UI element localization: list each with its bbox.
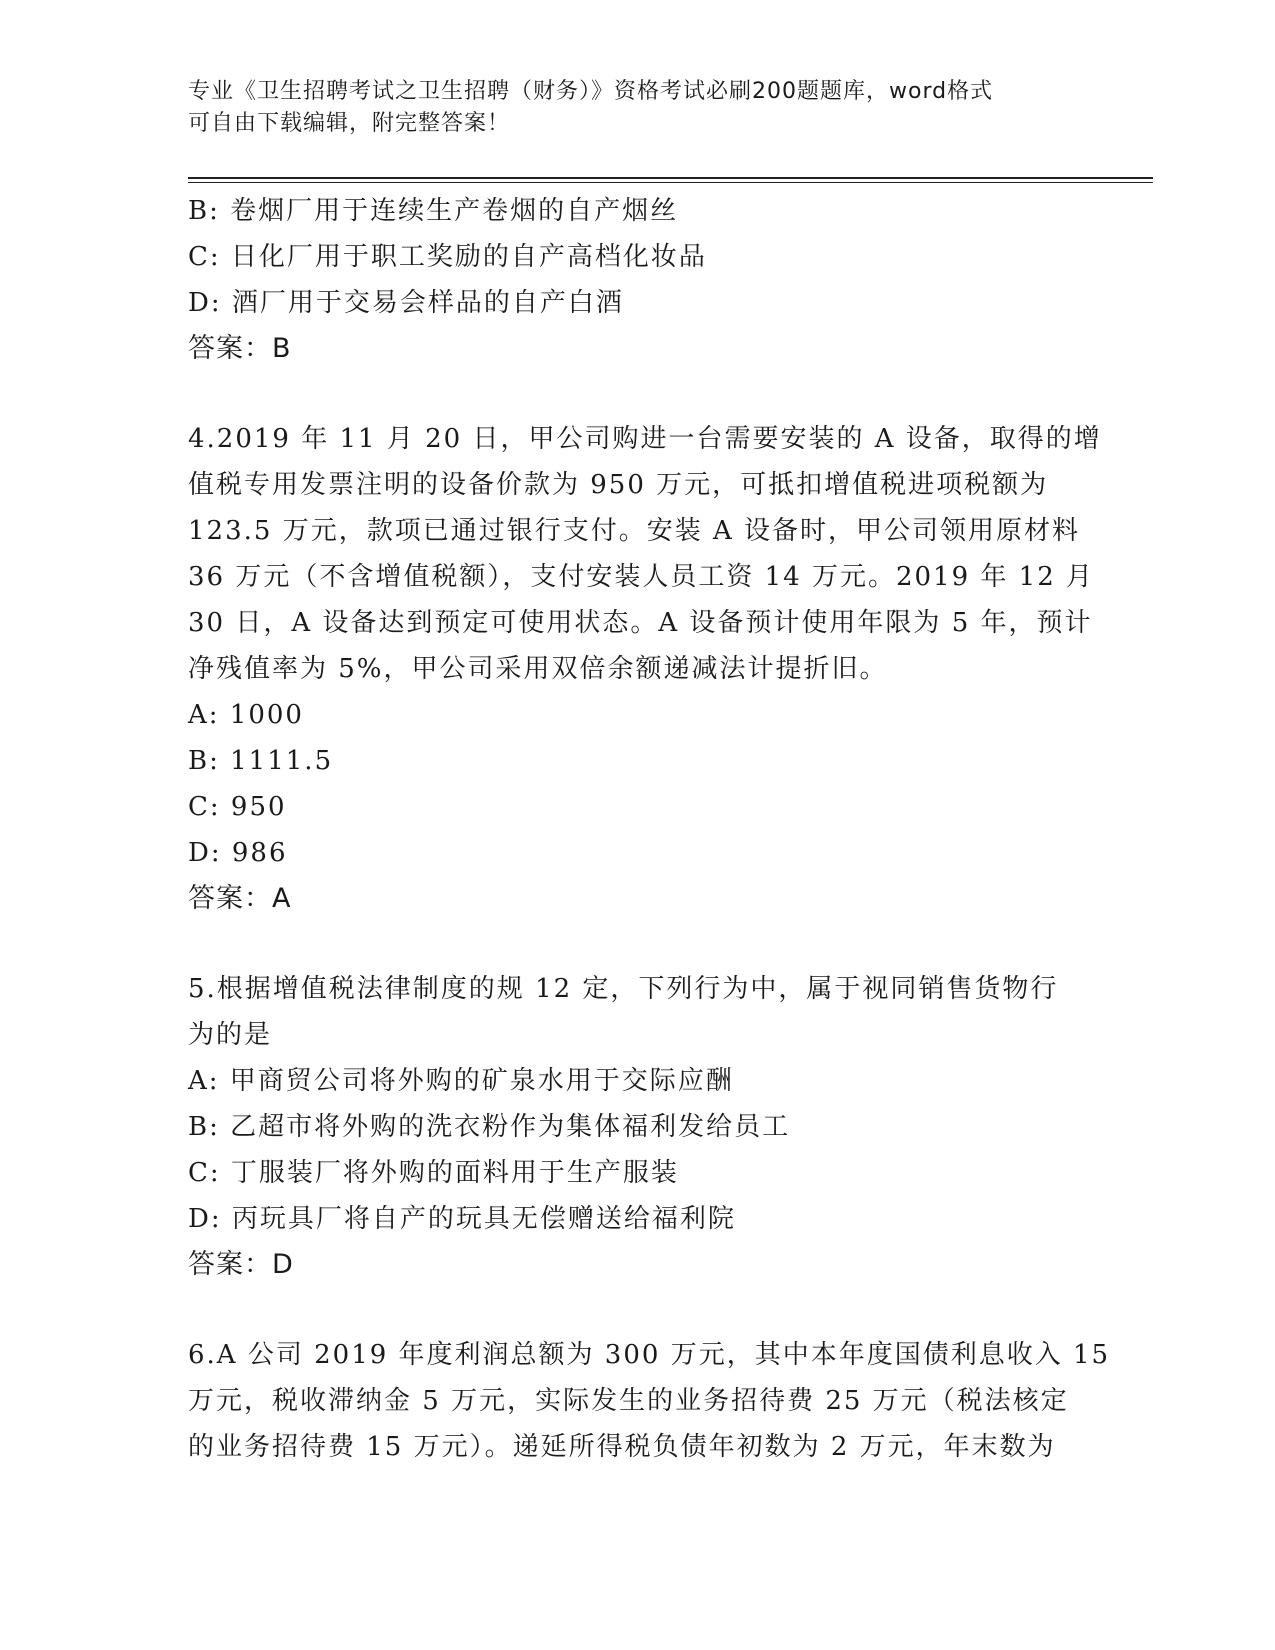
header-title-line-2: 可自由下载编辑，附完整答案！ <box>188 111 511 136</box>
q4-option-a: A: 1000 <box>188 700 304 730</box>
q4-stem-line: 净残值率为 5%，甲公司采用双倍余额递减法计提折旧。 <box>188 654 888 684</box>
q5-option-a: A: 甲商贸公司将外购的矿泉水用于交际应酬 <box>188 1066 734 1096</box>
q4-stem-line: 36 万元（不含增值税额），支付安装人员工资 14 万元。2019 年 12 月 <box>188 562 1095 592</box>
q4-option-d: D: 986 <box>188 838 288 868</box>
page-header <box>188 76 1088 140</box>
q5-option-d: D: 丙玩具厂将自产的玩具无偿赠送给福利院 <box>188 1204 736 1234</box>
q3-option-b: B: 卷烟厂用于连续生产卷烟的自产烟丝 <box>188 196 679 226</box>
q4-stem-line: 4.2019 年 11 月 20 日，甲公司购进一台需要安装的 A 设备，取得的增 <box>188 424 1102 454</box>
q4-option-b: B: 1111.5 <box>188 746 334 776</box>
q6-stem-line: 6.A 公司 2019 年度利润总额为 300 万元，其中本年度国债利息收入 15 <box>188 1340 1111 1370</box>
header-rule-thin <box>188 182 1153 183</box>
question-6 <box>188 1332 1111 1470</box>
q5-option-c: C: 丁服装厂将外购的面料用于生产服装 <box>188 1158 679 1188</box>
q3-option-c: C: 日化厂用于职工奖励的自产高档化妆品 <box>188 242 707 272</box>
q4-option-c: C: 950 <box>188 792 287 822</box>
spacer <box>188 1288 1088 1332</box>
question-5 <box>188 966 1088 1288</box>
q3-option-d: D: 酒厂用于交易会样品的自产白酒 <box>188 288 624 318</box>
q4-stem-line: 30 日，A 设备达到预定可使用状态。A 设备预计使用年限为 5 年，预计 <box>188 608 1093 638</box>
header-rule-thick <box>188 177 1153 179</box>
q4-answer: 答案：A <box>188 883 292 914</box>
spacer <box>188 922 1088 966</box>
spacer <box>188 372 1088 416</box>
question-3-tail <box>188 188 1088 372</box>
q5-stem-line: 5.根据增值税法律制度的规 12 定，下列行为中，属于视同销售货物行 <box>188 974 1059 1004</box>
q6-stem-line: 的业务招待费 15 万元）。递延所得税负债年初数为 2 万元，年末数为 <box>188 1432 1056 1462</box>
q5-option-b: B: 乙超市将外购的洗衣粉作为集体福利发给员工 <box>188 1112 791 1142</box>
q3-answer: 答案：B <box>188 333 292 364</box>
q5-answer: 答案：D <box>188 1249 294 1280</box>
q5-stem-line: 为的是 <box>188 1020 273 1050</box>
q4-stem-line: 值税专用发票注明的设备价款为 950 万元，可抵扣增值税进项税额为 <box>188 470 1049 500</box>
header-title-line-1: 专业《卫生招聘考试之卫生招聘（财务）》资格考试必刷200题题库，word格式 <box>188 79 994 104</box>
question-4 <box>188 416 1102 922</box>
q4-stem-line: 123.5 万元，款项已通过银行支付。安装 A 设备时，甲公司领用原材料 <box>188 516 1081 546</box>
question-content <box>188 188 1111 1470</box>
q6-stem-line: 万元，税收滞纳金 5 万元，实际发生的业务招待费 25 万元（税法核定 <box>188 1386 1069 1416</box>
